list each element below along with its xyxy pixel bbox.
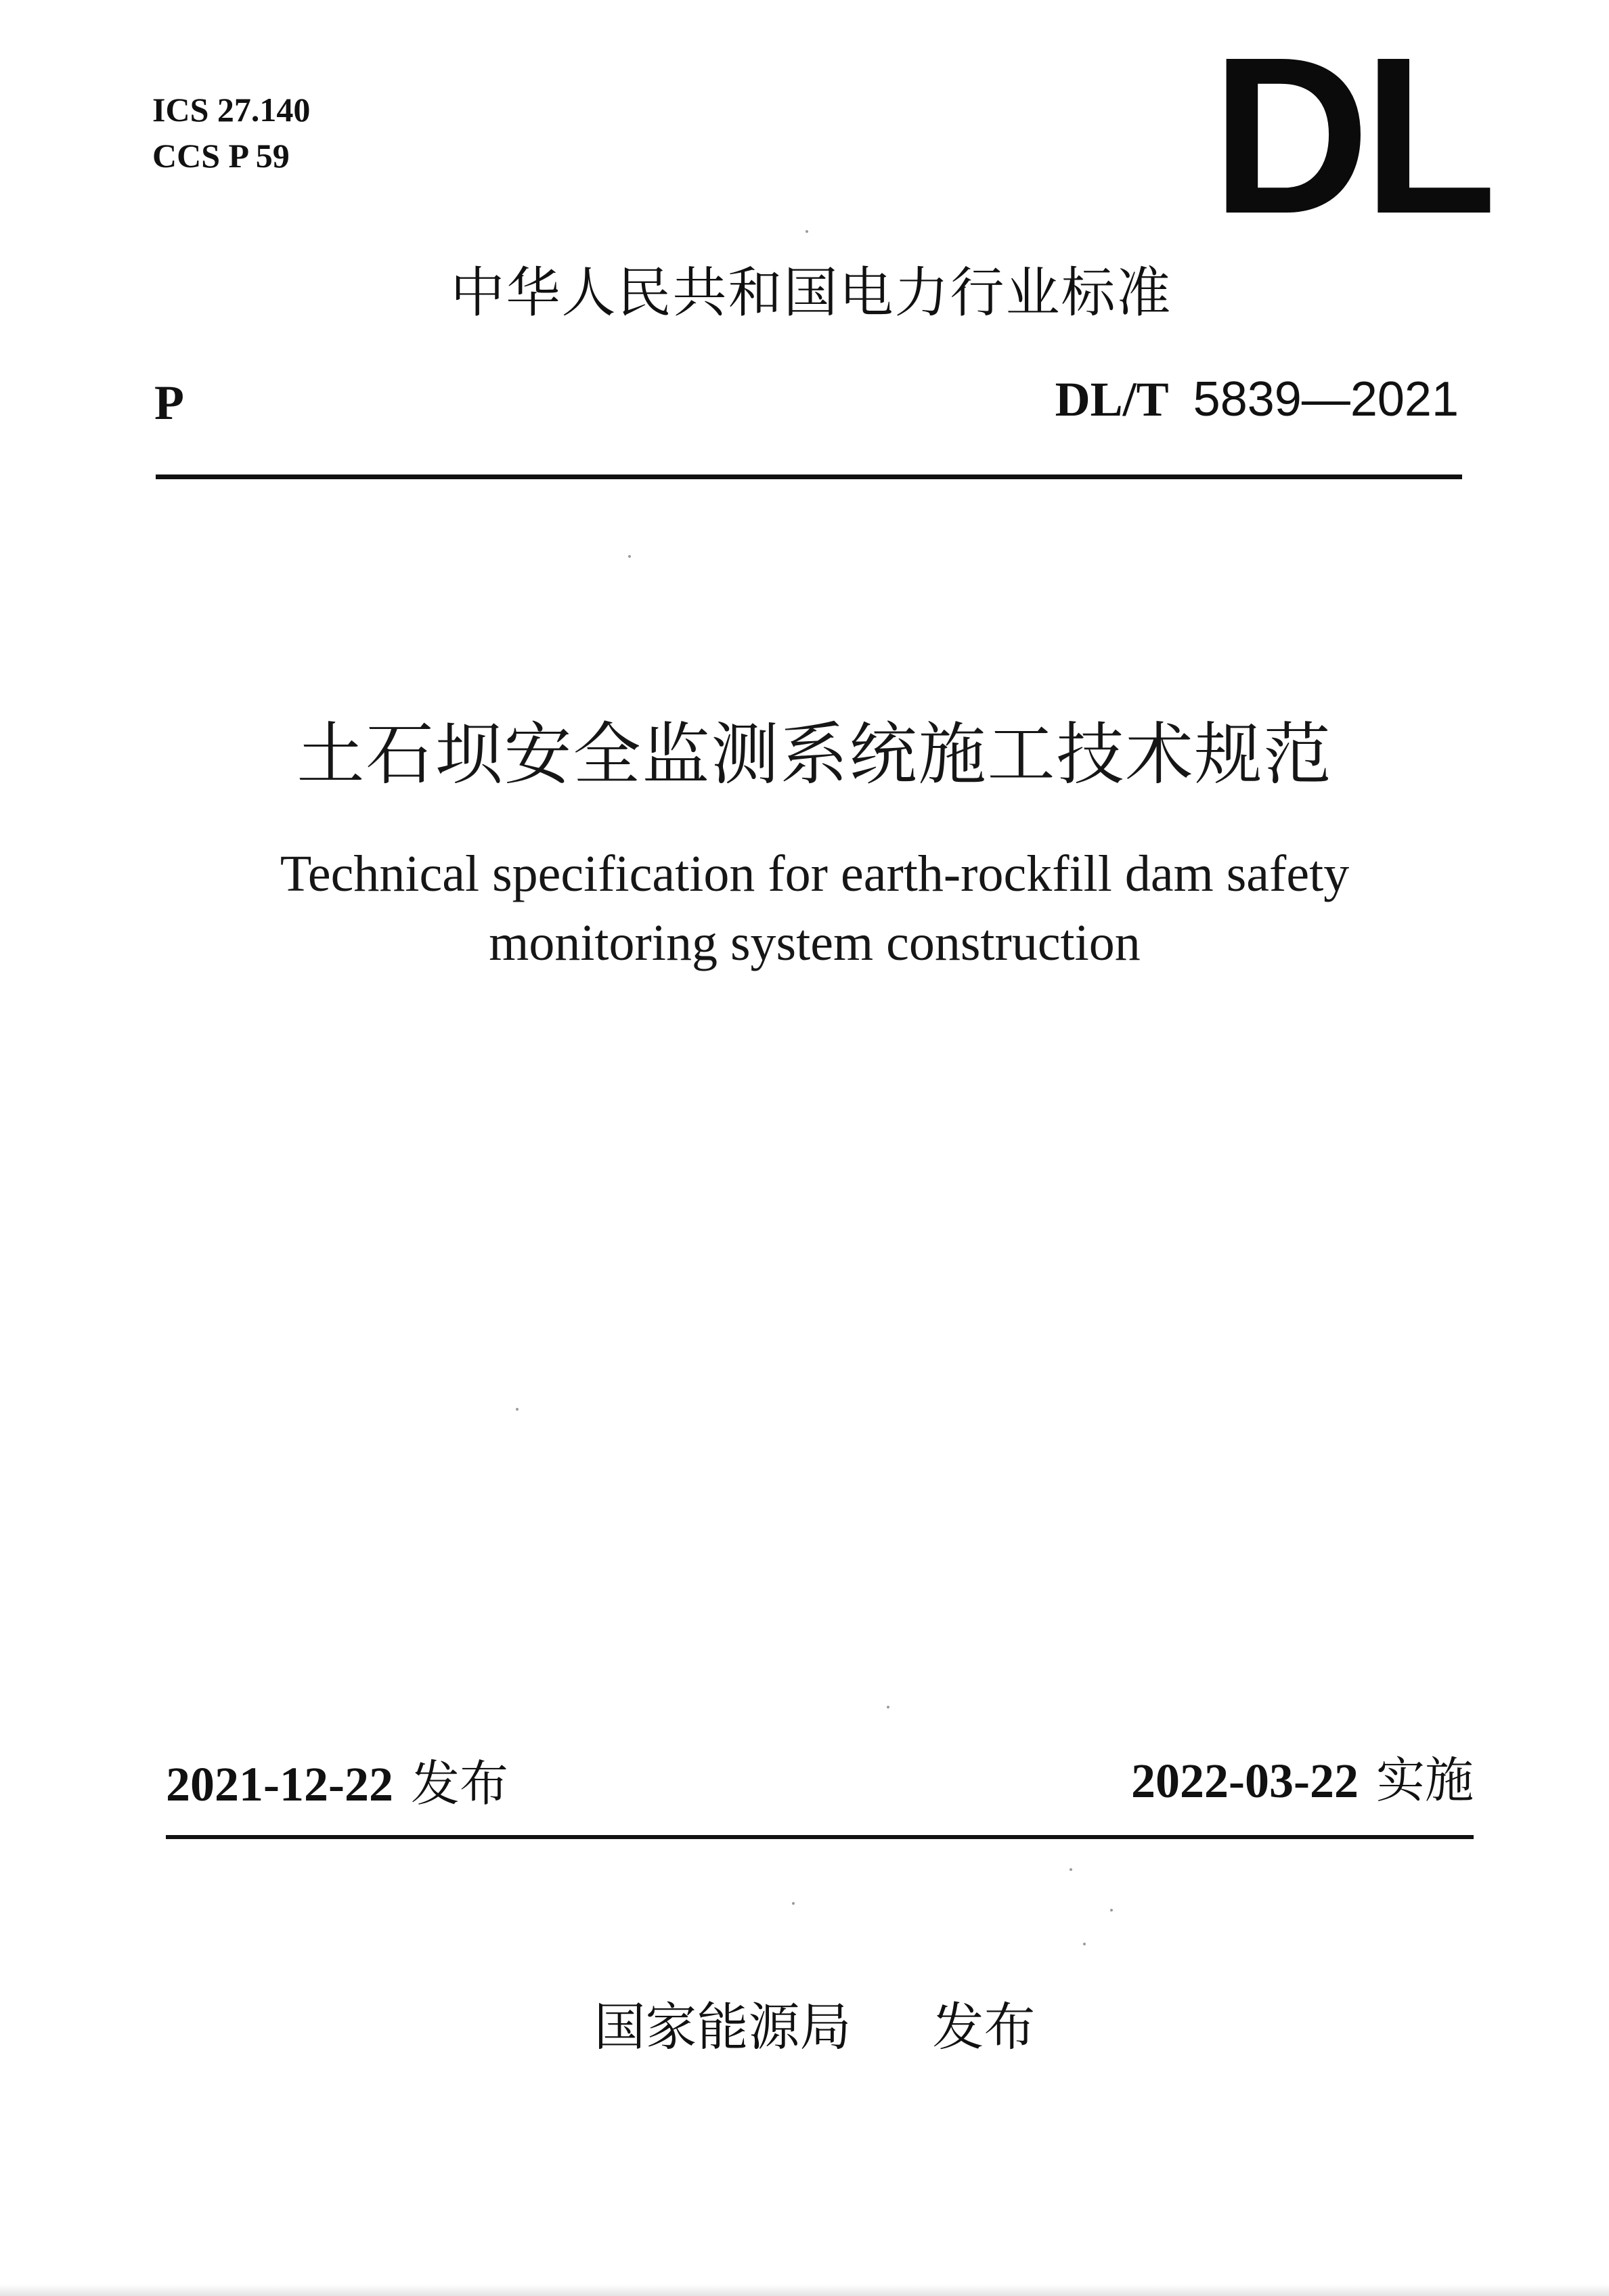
category-letter: P (154, 376, 184, 430)
english-title-line-2: monitoring system construction (489, 914, 1141, 971)
ccs-code: CCS P 59 (152, 137, 290, 175)
classification-codes (152, 87, 310, 179)
scan-edge-shadow (0, 2284, 1609, 2296)
standard-code-number: 5839—2021 (1193, 372, 1459, 426)
industry-standard-title: 中华人民共和国电力行业标准 (450, 261, 1172, 324)
scan-speck (887, 1706, 889, 1708)
scan-speck (628, 555, 631, 558)
publisher-label: 发布 (932, 1997, 1036, 2057)
publisher-name: 国家能源局 (594, 1997, 852, 2057)
ics-code: ICS 27.140 (152, 91, 311, 129)
issue-date-block (166, 1750, 508, 1818)
publisher-line (0, 1990, 1609, 2065)
chinese-title: 土石坝安全监测系统施工技术规范 (296, 715, 1333, 794)
implementation-date-block (1131, 1746, 1474, 1815)
top-divider (156, 474, 1462, 479)
scan-speck (1083, 1943, 1086, 1945)
standard-code (1055, 369, 1459, 430)
english-title-line-1: Technical specification for earth-rockfill dam safety (280, 845, 1350, 902)
scan-speck (516, 1408, 519, 1411)
scan-speck (806, 230, 808, 233)
implementation-date: 2022-03-22 (1131, 1754, 1359, 1808)
issue-date: 2021-12-22 (166, 1757, 393, 1811)
scan-speck (1070, 1868, 1072, 1871)
scan-speck (1110, 1909, 1113, 1912)
dl-logo: DL (1212, 10, 1491, 260)
standard-code-prefix: DL/T (1055, 372, 1169, 426)
issue-label: 发布 (410, 1755, 508, 1812)
scan-speck (792, 1902, 795, 1905)
bottom-divider (166, 1835, 1474, 1839)
implementation-label: 实施 (1375, 1752, 1474, 1809)
english-title (0, 839, 1609, 977)
